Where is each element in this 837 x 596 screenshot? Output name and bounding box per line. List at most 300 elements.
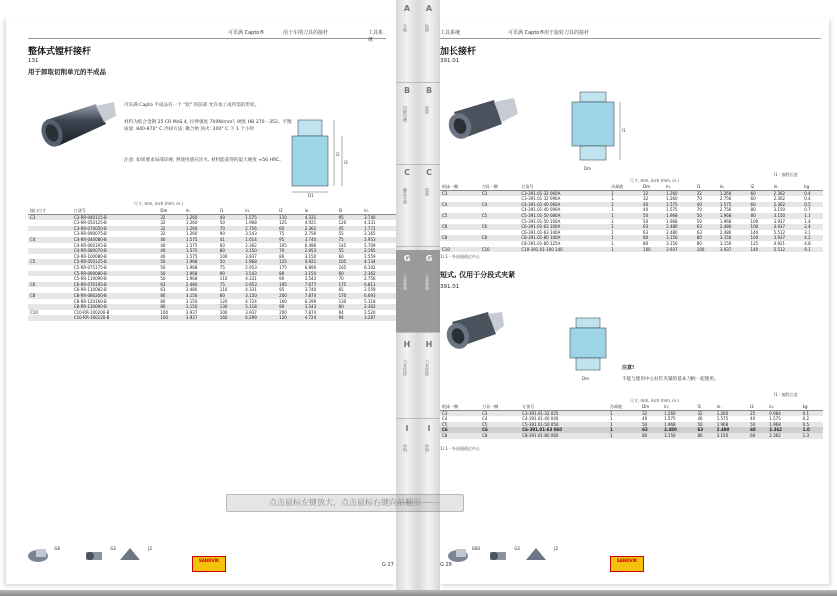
product-code-short: 391.01 (440, 284, 460, 290)
tab-letter: B (425, 86, 433, 95)
table-cell: 1.575 (769, 416, 781, 422)
table-cell: 120 (219, 298, 228, 304)
table-cell: 1.968 (664, 213, 695, 219)
table-cell: C6-391.01-63 140A (521, 229, 561, 235)
table-cell: 60 (337, 271, 363, 277)
table-cell: 2.480 (184, 282, 218, 288)
table-cell: 1.968 (719, 218, 732, 224)
table-cell: 1.968 (185, 276, 198, 282)
table-cell: 50 (219, 220, 225, 226)
table-cell: 32 (158, 214, 184, 220)
sandvik-logo-text: SANDVIK (616, 558, 638, 563)
table-cell: 1 (611, 240, 614, 246)
table-cell: 2.480 (719, 229, 732, 235)
table-cell: 3.150 (664, 235, 695, 241)
table-cell: 60 (750, 196, 756, 202)
col-coolant: 冷却液 (608, 404, 640, 410)
table-cell: C8 (28, 293, 72, 299)
table-cell: 3.150 (773, 207, 786, 213)
tab-i-right[interactable] (418, 420, 440, 503)
dims-header-short: 尺寸, mm, inch (mm, in.) (630, 398, 679, 403)
svg-text:l2: l2 (336, 152, 340, 157)
col-l1-in: in. (243, 208, 277, 214)
tab-h-left[interactable] (396, 336, 418, 419)
table-cell: 1 (611, 229, 614, 235)
table-cell: C5-RR-110090-B (73, 276, 107, 282)
table-cell: 1.575 (666, 207, 678, 213)
table-cell: 0.5 (802, 202, 823, 208)
table-cell: 1.968 (184, 271, 218, 277)
thumb-j2[interactable] (118, 546, 152, 564)
table-cell: 200 (277, 293, 303, 299)
table-cell: C5-391.01-50 080A (519, 213, 609, 219)
table-cell: C5-RR-075175-B (73, 264, 107, 270)
table-cell: 80 (696, 240, 702, 246)
tab-g-left[interactable] (396, 250, 418, 333)
footnote-extension: 1) 1 - 外部通道过中心 (440, 254, 480, 259)
tab-b-right[interactable] (418, 82, 440, 165)
table-cell: C10 (480, 247, 520, 253)
table-cell: 80 (695, 433, 714, 439)
short-tool-image (440, 300, 520, 360)
product-code: 131 (28, 58, 39, 64)
table-cell: 1.0 (801, 427, 823, 433)
table-cell: C6-391.01-63 100A (519, 224, 609, 230)
table-cell: 40 (642, 416, 648, 422)
table-cell: 63 (696, 229, 702, 235)
tab-a-right[interactable] (418, 0, 440, 83)
col-dm: Dm (640, 404, 662, 410)
page-number-left: G 27 (382, 562, 394, 568)
table-cell: C4-RR-040080-B (72, 237, 159, 243)
thumb-g6[interactable] (26, 546, 60, 564)
table-cell: 100 (219, 309, 228, 315)
table-cell: C4-391.01-40 090A (521, 207, 561, 213)
sandvik-logo (192, 556, 226, 572)
table-cell: 80 (160, 298, 166, 304)
para-intro: 可乐满 Capto 半成品有一个 "软" 的前部 允许加工成所需的形状。 (124, 103, 260, 108)
table-cell: 60 (277, 226, 303, 232)
col-l2-in: in. (772, 184, 803, 190)
table-cell: 100 (219, 253, 228, 259)
table-cell: 2.480 (666, 229, 678, 235)
thumb-g6-label: G6 (54, 546, 60, 551)
table-cell: 3.150 (772, 213, 803, 219)
table-cell: C8-RR-130090-B (72, 304, 159, 310)
table-cell: C10 (440, 247, 480, 253)
table-cell: C5 (480, 213, 520, 219)
svg-text:Dm: Dm (584, 166, 591, 171)
table-cell: 40 (643, 207, 649, 213)
extension-tool-image (442, 90, 522, 150)
table-cell: 80 (640, 433, 662, 439)
col-l1: l1 (218, 208, 244, 214)
table-cell: C4-391.01-40 060A (519, 202, 609, 208)
tab-label: 刀具选择 (425, 360, 430, 376)
col-order-code: 订货号 (519, 184, 609, 190)
table-cell: 4.2 (802, 235, 823, 241)
table-cell: 55 (337, 248, 363, 254)
table-cell: 2.756 (364, 276, 376, 282)
table-cell: 4.134 (362, 259, 396, 265)
table-cell: 120 (277, 315, 303, 321)
para-note: 注意: 如果要求局部淬硬, 则使用感应淬火, 材料能获得的最大硬度 ≈56 HRC。 (124, 158, 284, 163)
table-cell: 160 (218, 315, 244, 321)
table-cell: C3 (440, 190, 480, 196)
table-cell: C3-RR-040115-B (72, 214, 159, 220)
tab-c-left[interactable] (396, 164, 418, 247)
footnote-short: 1) 1 - 外部通道过中心 (440, 446, 480, 451)
extension-spec-table (440, 184, 823, 252)
table-cell: 3.543 (245, 231, 257, 237)
table-cell: C6 (480, 224, 520, 230)
table-cell: 94 (337, 315, 363, 321)
table-cell: 1 (608, 433, 640, 439)
table-cell: 1.260 (715, 410, 748, 416)
table-cell: 3.150 (185, 298, 198, 304)
table-cell: 90 (219, 231, 225, 237)
table-cell: 1 (608, 422, 640, 428)
table-cell: 1.968 (184, 259, 218, 265)
table-cell: 3.150 (666, 240, 678, 246)
sandvik-logo-text: SANDVIK (198, 558, 220, 563)
table-cell: C8-391.01-80 060 (520, 433, 608, 439)
table-cell: 4.331 (364, 220, 376, 226)
short-table-body (440, 410, 823, 438)
table-cell: 1.575 (184, 237, 218, 243)
table-row (440, 433, 823, 439)
table-row (440, 247, 823, 253)
page-title: 整体式镗杆接杆 (28, 47, 92, 57)
col-l1: l1 (695, 184, 718, 190)
table-cell: 3.937 (773, 218, 786, 224)
table-cell: 70 (696, 196, 702, 202)
table-cell: 50 (160, 276, 166, 282)
table-cell: 80 (641, 235, 664, 241)
legend-programming-length: l1 - 编程长度 (774, 172, 798, 177)
table-cell: 50 (695, 422, 714, 428)
table-cell: 2.953 (362, 237, 396, 243)
table-cell: 3.740 (362, 214, 396, 220)
table-cell: 1.575 (185, 242, 198, 248)
table-cell: 63 (640, 427, 662, 433)
table-cell: 3.937 (718, 247, 749, 253)
table-cell: 1.4 (804, 218, 811, 224)
table-cell: 6.102 (364, 264, 376, 270)
table-cell: 175 (279, 264, 287, 270)
table-cell: C5 (440, 422, 480, 428)
header-section: 用于车削刀具的接杆 (283, 30, 329, 36)
table-cell: 2.480 (715, 427, 748, 433)
table-cell: 3.150 (303, 271, 337, 277)
table-cell: 2.362 (362, 304, 396, 310)
table-cell: 4.921 (773, 240, 786, 246)
table-cell: 40 (750, 416, 756, 422)
table-cell: 1.260 (664, 190, 695, 196)
table-cell: 2.362 (767, 427, 800, 433)
table-cell: C10-RR-160120-B (72, 315, 159, 321)
table-cell: 65 (338, 287, 344, 293)
table-cell: 60 (748, 427, 767, 433)
thumb-j2[interactable] (524, 546, 558, 564)
table-cell: 1.575 (243, 214, 277, 220)
thumb-g2[interactable] (82, 546, 116, 564)
svg-text:Dm: Dm (582, 376, 589, 381)
table-cell: 2.4 (802, 224, 823, 230)
table-cell: C5 (480, 422, 520, 428)
table-cell: 1.575 (716, 416, 729, 422)
col-interface: 接口尺寸 (28, 208, 72, 214)
table-cell: 40 (158, 237, 184, 243)
table-cell: 2.953 (243, 282, 277, 288)
tab-a-left[interactable] (396, 0, 418, 83)
table-cell: 1.575 (664, 202, 695, 208)
table-cell: 80 (749, 213, 772, 219)
tab-label: 工具系统 (425, 274, 430, 290)
table-cell: 100 (749, 224, 772, 230)
table-cell: 3.150 (718, 235, 749, 241)
table-cell: 3.543 (243, 271, 277, 277)
table-cell: 63 (643, 229, 649, 235)
table-cell: 50 (641, 213, 664, 219)
table-cell: 55 (338, 231, 344, 237)
table-cell: 2.756 (304, 231, 317, 237)
table-cell: 0.4 (802, 190, 823, 196)
table-cell: C3-391.01-32 090A (521, 196, 561, 202)
table-cell: 1 (609, 224, 641, 230)
table-cell: 40 (697, 416, 703, 422)
table-cell: 50 (696, 218, 702, 224)
dims-header: 尺寸, mm, inch (mm, in.) (134, 201, 183, 206)
table-cell: 5.512 (772, 247, 803, 253)
col-dm-in: in. (664, 184, 695, 190)
col-l3: l3 (337, 208, 363, 214)
short-spec-table (440, 404, 823, 439)
col-order-code: 订货号 (72, 208, 159, 214)
section-title-extension: 加长接杆 (440, 47, 477, 57)
table-cell: 32 (158, 226, 184, 232)
table-cell: 75 (279, 231, 285, 237)
table-cell: 3.150 (184, 304, 218, 310)
table-cell: C8-391.01-80 100A (519, 235, 609, 241)
dims-header-extension: 尺寸, mm, inch (mm, in.) (630, 178, 679, 183)
table-cell: 110 (219, 287, 228, 293)
table-cell: 80 (158, 304, 184, 310)
table-cell: 50 (158, 259, 184, 265)
tab-label: 车削 (403, 24, 408, 32)
tab-label: 刀具选择 (403, 360, 408, 376)
table-cell: 5.709 (364, 242, 376, 248)
col-l1: l1 (695, 404, 714, 410)
col-dm: Dm (641, 184, 664, 190)
table-cell: 1.968 (245, 220, 257, 226)
table-cell: 140 (749, 247, 772, 253)
table-cell: 4.724 (245, 298, 257, 304)
table-cell: 2.756 (719, 207, 732, 213)
table-cell: 3.937 (185, 309, 198, 315)
thumb-g2[interactable] (486, 546, 520, 564)
left-table-body (28, 214, 396, 321)
table-cell: 63 (695, 427, 714, 433)
table-cell: 3.543 (304, 276, 317, 282)
table-cell: 3.150 (184, 293, 218, 299)
table-cell: 3.150 (243, 293, 277, 299)
table-cell: 70 (277, 248, 303, 254)
thumb-j2-label: J2 (554, 546, 558, 551)
tab-label: 切断切槽 (403, 106, 408, 122)
table-cell: 200 (279, 309, 287, 315)
table-cell: C3-RR-050125-B (73, 220, 107, 226)
table-cell: 2.362 (362, 271, 396, 277)
table-cell: C10-391.01-100 140 (519, 247, 609, 253)
table-cell: 4.921 (304, 220, 317, 226)
tab-h-right[interactable] (418, 336, 440, 419)
table-cell: 160 (279, 298, 287, 304)
table-cell: C3 (28, 214, 72, 220)
table-cell: 70 (338, 276, 344, 282)
table-cell: 1 (609, 190, 641, 196)
col-l1-in: in. (715, 404, 748, 410)
table-cell: 1.575 (185, 253, 198, 259)
table-cell: 3.150 (662, 433, 695, 439)
table-cell: 130 (338, 298, 347, 304)
table-cell: 50 (748, 422, 767, 428)
table-cell: 3.150 (304, 253, 317, 259)
table-cell: 5.512 (773, 229, 786, 235)
tab-g-right[interactable] (418, 250, 440, 333)
table-cell: C5-391.01-50 050 (520, 422, 608, 428)
table-cell: 4.921 (303, 259, 337, 265)
tab-label: 螺纹车削 (403, 188, 408, 204)
table-cell: 2.480 (664, 224, 695, 230)
table-cell: 1.3 (801, 433, 823, 439)
table-cell: 3.543 (303, 304, 337, 310)
table-cell: 7.874 (304, 309, 317, 315)
tab-b-left[interactable] (396, 82, 418, 165)
table-cell: C3 (480, 410, 520, 416)
table-cell: 80 (158, 293, 184, 299)
left-page-header (28, 28, 386, 43)
table-cell: 63 (641, 224, 664, 230)
right-page[interactable] (440, 18, 829, 584)
table-cell: 2.362 (303, 226, 337, 232)
table-cell: 80 (277, 271, 303, 277)
col-tool-side: 刀具一侧 (480, 184, 520, 190)
table-cell: 3.937 (664, 247, 695, 253)
table-cell: 2.559 (364, 287, 376, 293)
table-cell: C4-RR-060165-B (73, 242, 107, 248)
table-cell: C4-RR-100080-B (73, 253, 107, 259)
table-cell: 7.677 (303, 282, 337, 288)
tab-letter: H (403, 340, 411, 349)
tab-letter: G (403, 254, 411, 263)
col-order-code: 订货号 (520, 404, 608, 410)
thumb-g2-label: G2 (514, 546, 520, 551)
table-cell: 60 (748, 433, 767, 439)
table-cell: C8 (440, 433, 480, 439)
table-cell: 0.984 (767, 410, 800, 416)
table-cell: 40 (160, 242, 166, 248)
col-l2-in: in. (303, 208, 337, 214)
left-spec-table (28, 208, 396, 321)
table-cell: 1.968 (662, 422, 695, 428)
table-cell: 3.150 (715, 433, 748, 439)
table-cell: C4 (440, 202, 480, 208)
table-cell: 2.362 (772, 190, 803, 196)
table-cell: 60 (337, 304, 363, 310)
header-system: 工具系统 (368, 30, 384, 43)
table-cell: 3.937 (245, 309, 257, 315)
table-cell: 32 (643, 196, 649, 202)
table-cell: 0.5 (801, 422, 823, 428)
svg-text:l3: l3 (344, 160, 348, 165)
table-cell: C5 (28, 259, 72, 265)
table-cell: 1.968 (185, 264, 198, 270)
table-cell: C6-RR-110082-B (73, 287, 107, 293)
table-cell: 1 (611, 207, 614, 213)
viewer-bottom-bar (0, 590, 837, 596)
table-cell: 1 (609, 235, 641, 241)
tab-c-right[interactable] (418, 164, 440, 247)
table-cell: 7.874 (303, 293, 337, 299)
tab-letter: C (426, 168, 432, 177)
table-cell: 3.150 (719, 240, 732, 246)
table-cell: 3.937 (184, 315, 218, 321)
table-cell: 50 (695, 213, 718, 219)
table-cell: C8-391.01-80 125A (521, 240, 561, 246)
table-cell: 100 (158, 315, 184, 321)
table-cell: 1 (609, 213, 641, 219)
tab-letter: B (403, 86, 411, 95)
table-cell: C8 (480, 235, 520, 241)
table-cell: 1.260 (184, 214, 218, 220)
table-cell: 5.118 (364, 298, 376, 304)
table-cell: C8 (480, 433, 520, 439)
tab-letter: G (425, 254, 433, 263)
table-cell: 4.331 (245, 276, 257, 282)
tab-i-left[interactable] (396, 420, 418, 503)
table-cell: 1 (610, 416, 613, 422)
table-cell: 95 (277, 237, 303, 243)
table-cell: C4 (480, 202, 520, 208)
table-cell: 1.575 (184, 248, 218, 254)
col-machine-side: 机床一侧 (440, 404, 480, 410)
dimension-drawing (288, 116, 358, 198)
table-cell: 2.362 (245, 242, 257, 248)
table-cell: 2.756 (243, 226, 277, 232)
table-cell: 1.614 (243, 237, 277, 243)
table-cell: 1.260 (666, 196, 678, 202)
table-cell: 2.362 (773, 196, 786, 202)
table-cell: 2.559 (364, 253, 376, 259)
table-cell: C6 (440, 427, 480, 433)
table-cell: 60 (749, 190, 772, 196)
table-cell: 50 (218, 259, 244, 265)
table-cell: 90 (277, 304, 303, 310)
table-cell: 2.756 (719, 196, 732, 202)
table-cell: 125 (750, 240, 759, 246)
thumb-g2-label: G2 (110, 546, 116, 551)
table-cell: 140 (750, 229, 759, 235)
table-cell: 175 (337, 282, 363, 288)
table-cell: 32 (160, 231, 166, 237)
table-cell: 2.953 (303, 248, 337, 254)
col-l2: l2 (749, 184, 772, 190)
table-cell: 63 (158, 282, 184, 288)
navigation-hint-overlay: 点击鼠标左键放大，点击鼠标右键向前翻页 (226, 494, 464, 512)
table-cell: 63 (160, 287, 166, 293)
table-cell: 50 (640, 422, 662, 428)
